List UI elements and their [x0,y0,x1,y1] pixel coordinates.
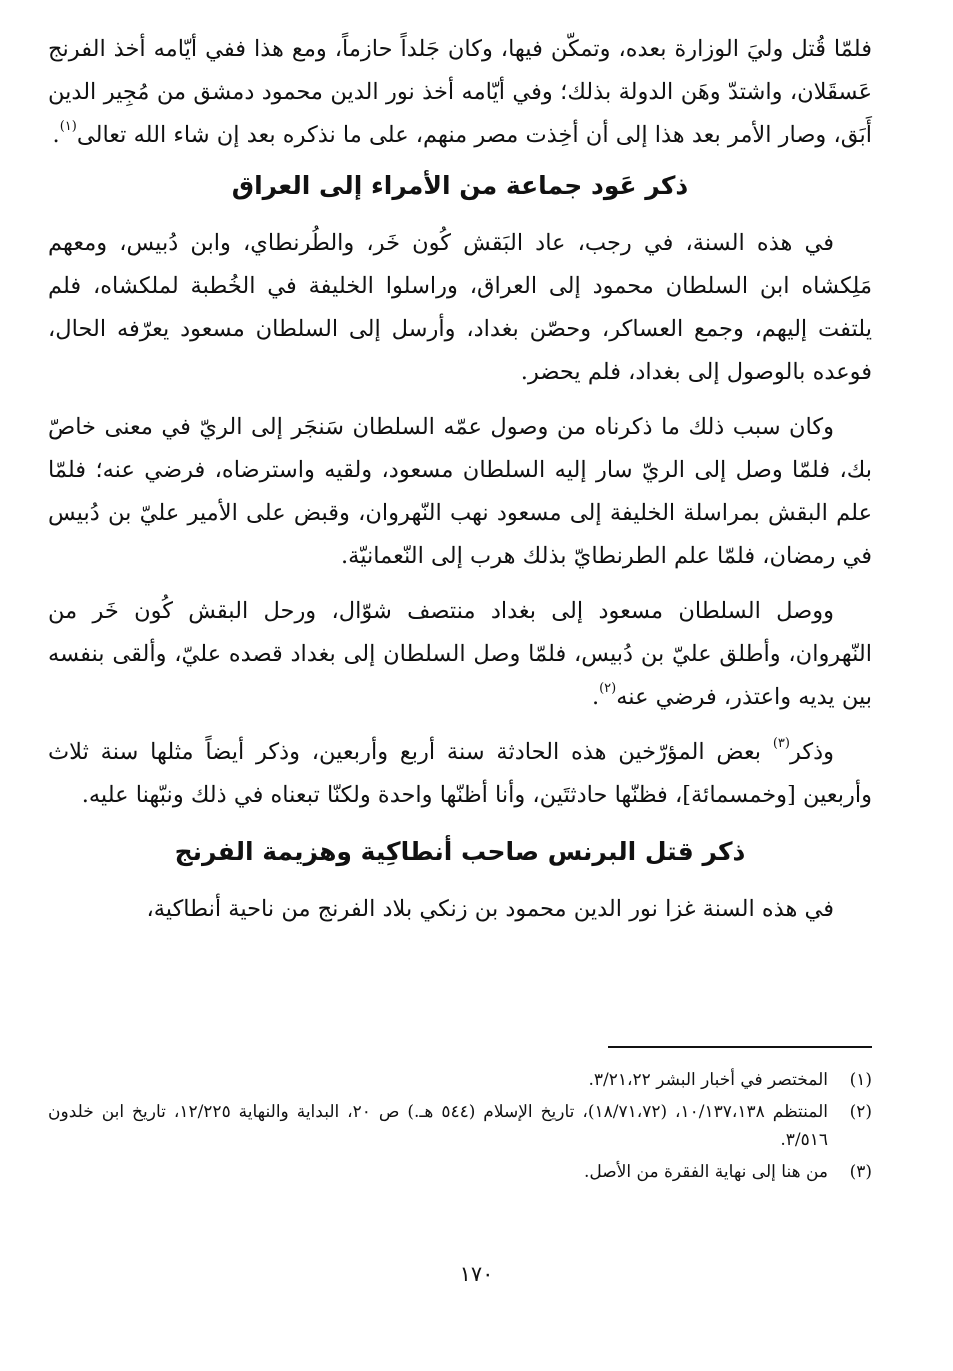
footnote-number: (١) [849,1070,872,1090]
section-1-heading: ذكر عَود جماعة من الأمراء إلى العراق [231,171,689,200]
section-1-paragraph-3-text: ووصل السلطان مسعود إلى بغداد منتصف شوّال، ورحل البقش كُون خَر من النّهروان، وأطلق عليّ بن دُبيس، فلمّا وصل السلطان إلى بغداد قصده عليّ، وألقى بنفسه بين يديه واعتذر، فرضي عنه [48,598,872,710]
footnote-text: المختصر في أخبار البشر ٣/٢١،٢٢. [588,1070,828,1090]
page-body [48,28,872,931]
footnote-1 [48,1066,872,1094]
note-ref-3: (٣) [772,735,790,751]
section-2-heading: ذكر قتل البرنس صاحب أنطاكِية وهزيمة الفرنج [174,837,746,866]
section-1-paragraph-4 [48,731,872,817]
footnotes [48,1066,872,1190]
section-2-paragraph-1: في هذه السنة غزا نور الدين محمود بن زنكي بلاد الفرنج من ناحية أنطاكية، [146,896,834,922]
footnote-number: (٢) [849,1102,872,1122]
footnote-text: المنتظم ١٠/١٣٧،١٣٨، (١٨/٧١،٧٢)، تاريخ الإسلام (٥٤٤ هـ.) ص ٢٠، البداية والنهاية ١٢/٢٢٥، تاريخ ابن خلدون ٣/٥١٦. [48,1102,829,1150]
intro-paragraph [48,28,872,157]
footnote-divider [608,1046,872,1048]
section-1-paragraph-4-start: وذكر [789,739,834,765]
note-ref-2: (٢) [599,680,617,696]
section-1-paragraph-1: في هذه السنة، في رجب، عاد البَقش كُون خَر، والطُرنطاي، وابن دُبيس، ومعهم مَلِكشاه ابن السلطان محمود إلى العراق، وراسلوا الخليفة في الخُطبة لملكشاه، فلم يلتفت إليهم، وجمع العساكر، وحصّن بغداد، وأرسل إلى السلطان مسعود يعرّفه الحال، فوعده بالوصول إلى بغداد، فلم يحضر. [48,230,872,385]
footnote-text: من هنا إلى نهاية الفقرة من الأصل. [584,1162,828,1182]
intro-text: فلمّا قُتل وليَ الوزارة بعده، وتمكّن فيها، وكان جَلداً حازماً، ومع هذا ففي أيّامه أخذ الفرنج عَسقَلان، واشتدّ وهَن الدولة بذلك؛ وفي أيّامه أخذ نور الدين محمود دمشق من مُجِير الدين أَبَق، وصار الأمر بعد هذا إلى أن أخِذت مصر منهم، على ما نذكره بعد إن شاء الله تعالى [48,36,872,148]
section-1-paragraph-4-text: بعض المؤرّخين هذه الحادثة سنة أربع وأربعين، وذكر أيضاً مثلها سنة ثلاث وأربعين [وخمسمائة]، فظنّها حادثتَين، وأنا أظنّها واحدة ولكنّا تبعناه في ذلك ونبّهنا عليه. [48,739,872,808]
note-ref-1: (١) [59,118,77,134]
intro-end: . [52,122,60,148]
section-1-paragraph-3 [48,590,872,719]
section-1-paragraph-2: وكان سبب ذلك ما ذكرناه من وصول عمّه السلطان سَنجَر إلى الريّ في معنى خاصّ بك، فلمّا وصل إلى الريّ سار إليه السلطان مسعود، ولقيه واسترضاه، فرضي عنه؛ فلمّا علم البقش بمراسلة الخليفة إلى مسعود نهب النّهروان، وقبض على الأمير عليّ بن دُبيس في رمضان، فلمّا علم الطرنطايّ بذلك هرب إلى النّعمانيّة. [48,414,872,569]
section-1-paragraph-3-end: . [591,684,600,710]
footnote-3 [48,1158,872,1186]
footnote-number: (٣) [849,1162,872,1182]
page-number: ١٧٠ [459,1262,494,1286]
footnote-2 [48,1098,872,1154]
